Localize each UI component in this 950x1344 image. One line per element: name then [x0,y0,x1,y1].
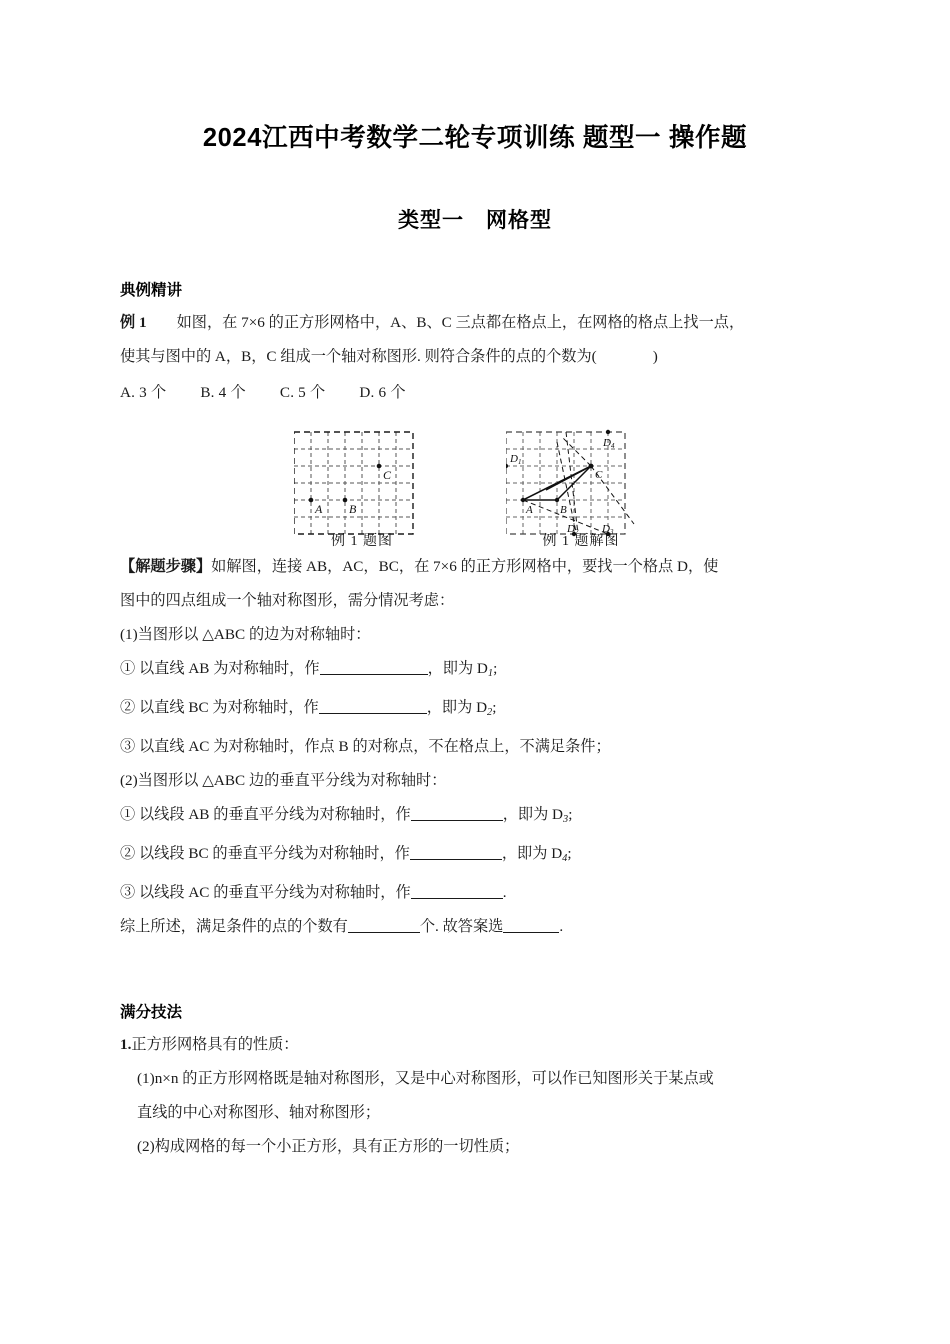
fill-blank[interactable] [410,843,502,859]
solution-intro-text-1: 如解图，连接 AB，AC，BC，在 7×6 的正方形网格中，要找一个格点 D，使 [211,558,719,575]
answer-blank-choice[interactable] [597,348,653,363]
solution-intro-line-2: 图中的四点组成一个轴对称图形，需分情况考虑： [120,592,455,609]
label-d1: D1 [510,453,522,466]
type-heading: 类型一 网格型 [398,209,552,232]
fill-blank-count[interactable] [348,916,420,932]
item-tail: ; [492,698,497,716]
solution-head-label: 【解题步骤】 [120,558,212,575]
seg-mid-2 [546,466,591,490]
label-d4: D4 [603,437,615,450]
grid-dashed-lines [294,432,413,534]
item-suffix: ，即为 D [501,844,563,862]
point-b-dot [343,498,348,503]
section-heading-tips: 满分技法 [120,1003,183,1021]
label-a: A [526,504,533,516]
item-sub: 1 [487,667,494,679]
point-a-dot [521,498,525,502]
tips-item-1-sub-1-line-1: (1)n×n 的正方形网格既是轴对称图形，又是中心对称图形，可以作已知图形关于某点或 [137,1069,714,1087]
point-c-dot [377,464,382,469]
choice-b[interactable]: B. 4 个 [200,384,246,401]
figure-solution [506,424,656,549]
item-sub: 4 [562,852,568,864]
problem-grid-svg [294,424,430,546]
tips-item-1-head [120,1028,830,1062]
label-d2: D2 [567,523,579,536]
tips-item-1-visible: 正方形网格具有的性质： [131,1035,299,1053]
item-suffix: ，即为 D [427,660,488,677]
figure-caption-solution: 例 1 题解图 [542,534,620,549]
label-a: A [315,502,323,516]
label-b: B [349,502,357,516]
solution-conclusion [120,910,830,944]
conclusion-text-b: 个. 故答案选 [419,917,504,935]
point-d4-dot [606,430,610,434]
figure-row [120,410,830,550]
solution-case1-item-3: ③ 以直线 AC 为对称轴时，作点 B 的对称点，不在格点上，不满足条件； [120,737,611,755]
item-prefix: ① 以线段 AB 的垂直平分线为对称轴时，作 [120,805,411,823]
item-tail: ; [567,844,572,862]
grid-point-labels [314,468,392,516]
section-heading-examples: 典例精讲 [120,282,183,299]
item-sub: 2 [487,706,493,718]
label-d3: D3 [602,523,614,536]
example-text-1: 如图，在 7×6 的正方形网格中，A、B、C 三点都在格点上，在网格的格点上找一点， [176,314,745,331]
solution-case1-item-2 [120,691,830,730]
solution-case2-head: (2)当图形以 △ABC 边的垂直平分线为对称轴时： [120,771,447,789]
fill-blank[interactable] [411,882,503,898]
solid-construction [523,466,591,500]
item-suffix: ，即为 D [502,805,564,823]
item-suffix: ，即为 D [426,698,488,716]
choice-a[interactable]: A. 3 个 [120,384,167,401]
aux-line-3 [557,442,576,532]
solution-case2-item-2 [120,837,830,876]
example-text-2b: ) [652,348,658,365]
fill-blank-answer[interactable] [503,916,559,932]
solution-case1-head: (1)当图形以 △ABC 的边为对称轴时： [120,626,371,643]
point-c-dot [589,464,594,469]
grid-point-labels [509,437,615,536]
figure-caption-problem: 例 1 题图 [331,534,393,549]
item-sub: 3 [563,813,569,825]
label-b: B [560,504,567,516]
example-line-1 [120,306,830,340]
solution-case2-item-1 [120,798,830,837]
fill-blank[interactable] [411,805,503,821]
conclusion-text-c: . [559,917,564,935]
item-prefix: ② 以线段 BC 的垂直平分线为对称轴时，作 [120,844,410,862]
point-a-dot [309,498,314,503]
conclusion-text-a: 综上所述，满足条件的点的个数有 [120,917,348,935]
tips-item-1-sub-2: (2)构成网格的每一个小正方形，具有正方形的一切性质； [137,1137,520,1155]
figure-problem [294,424,430,549]
fill-blank[interactable] [319,698,427,714]
example-choices [120,374,830,410]
page-title: 2024江西中考数学二轮专项训练 题型一 操作题 [202,124,748,152]
solution-case2-item-3 [120,876,830,910]
fill-blank[interactable] [320,659,428,675]
point-d1-dot [506,464,508,468]
choice-c[interactable]: C. 5 个 [279,384,326,401]
item-tail: ; [493,660,498,677]
solution-case1-item-1 [120,652,830,691]
item-tail: ; [568,805,573,823]
label-c: C [383,468,392,482]
item-prefix: ③ 以线段 AC 的垂直平分线为对称轴时，作 [120,883,411,901]
aux-line-1 [561,436,591,466]
example-label: 例 1 [120,314,147,331]
solution-intro-line-1 [120,550,830,584]
tips-number: 1. [120,1035,132,1053]
tips-item-1-sub-1-line-2: 直线的中心对称图形、轴对称图形； [137,1103,380,1121]
example-text-2a: 使其与图中的 A，B，C 组成一个轴对称图形. 则符合条件的点的个数为( [120,348,597,365]
choice-d[interactable]: D. 6 个 [359,384,406,401]
item-prefix: ② 以直线 BC 为对称轴时，作 [120,698,319,716]
solution-grid-svg [506,424,656,546]
item-suffix: . [502,883,507,901]
item-prefix: ① 以直线 AB 为对称轴时，作 [120,660,320,677]
example-line-2 [120,340,830,374]
label-c: C [595,469,603,481]
point-b-dot [555,498,559,502]
